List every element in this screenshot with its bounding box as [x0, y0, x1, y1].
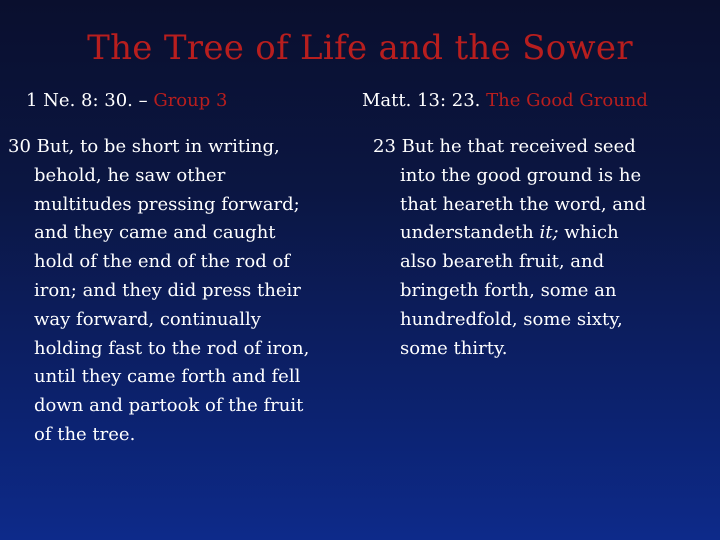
- left-reference-highlight: Group 3: [153, 90, 228, 111]
- verse-line: multitudes pressing forward;: [34, 193, 300, 215]
- left-reference-label: 1 Ne. 8: 30. –: [26, 90, 154, 111]
- verse-line: and they came and caught: [34, 222, 276, 244]
- verse-line: 30 But, to be short in writing,: [8, 136, 280, 157]
- verse-line: of the tree.: [34, 423, 136, 445]
- right-reference: [362, 90, 648, 111]
- left-reference: [26, 90, 227, 111]
- verse-line: 23 But he that received seed: [373, 136, 636, 157]
- verse-line: also beareth fruit, and: [400, 251, 605, 273]
- verse-line: behold, he saw other: [34, 164, 226, 186]
- left-verse-text: [8, 133, 348, 450]
- verse-line: iron; and they did press their: [34, 279, 301, 301]
- right-verse-text: [373, 133, 703, 363]
- verse-line: down and partook of the fruit: [34, 395, 304, 417]
- verse-line: that heareth the word, and: [400, 193, 647, 215]
- verse-line: [373, 219, 703, 248]
- verse-line: some thirty.: [400, 337, 508, 359]
- verse-line: way forward, continually: [34, 308, 261, 330]
- verse-line: holding fast to the rod of iron,: [34, 337, 310, 359]
- verse-line: into the good ground is he: [400, 164, 642, 186]
- right-reference-label: Matt. 13: 23.: [362, 90, 487, 111]
- verse-line: hold of the end of the rod of: [34, 251, 290, 273]
- verse-line-start: understandeth: [400, 222, 540, 244]
- verse-line: hundredfold, some sixty,: [400, 308, 623, 330]
- right-reference-highlight: The Good Ground: [486, 90, 648, 111]
- verse-line: bringeth forth, some an: [400, 279, 617, 301]
- slide-title: The Tree of Life and the Sower: [87, 28, 633, 68]
- verse-line: until they came forth and fell: [34, 366, 301, 388]
- verse-line-end: which: [558, 222, 619, 244]
- italic-word: it;: [539, 222, 559, 244]
